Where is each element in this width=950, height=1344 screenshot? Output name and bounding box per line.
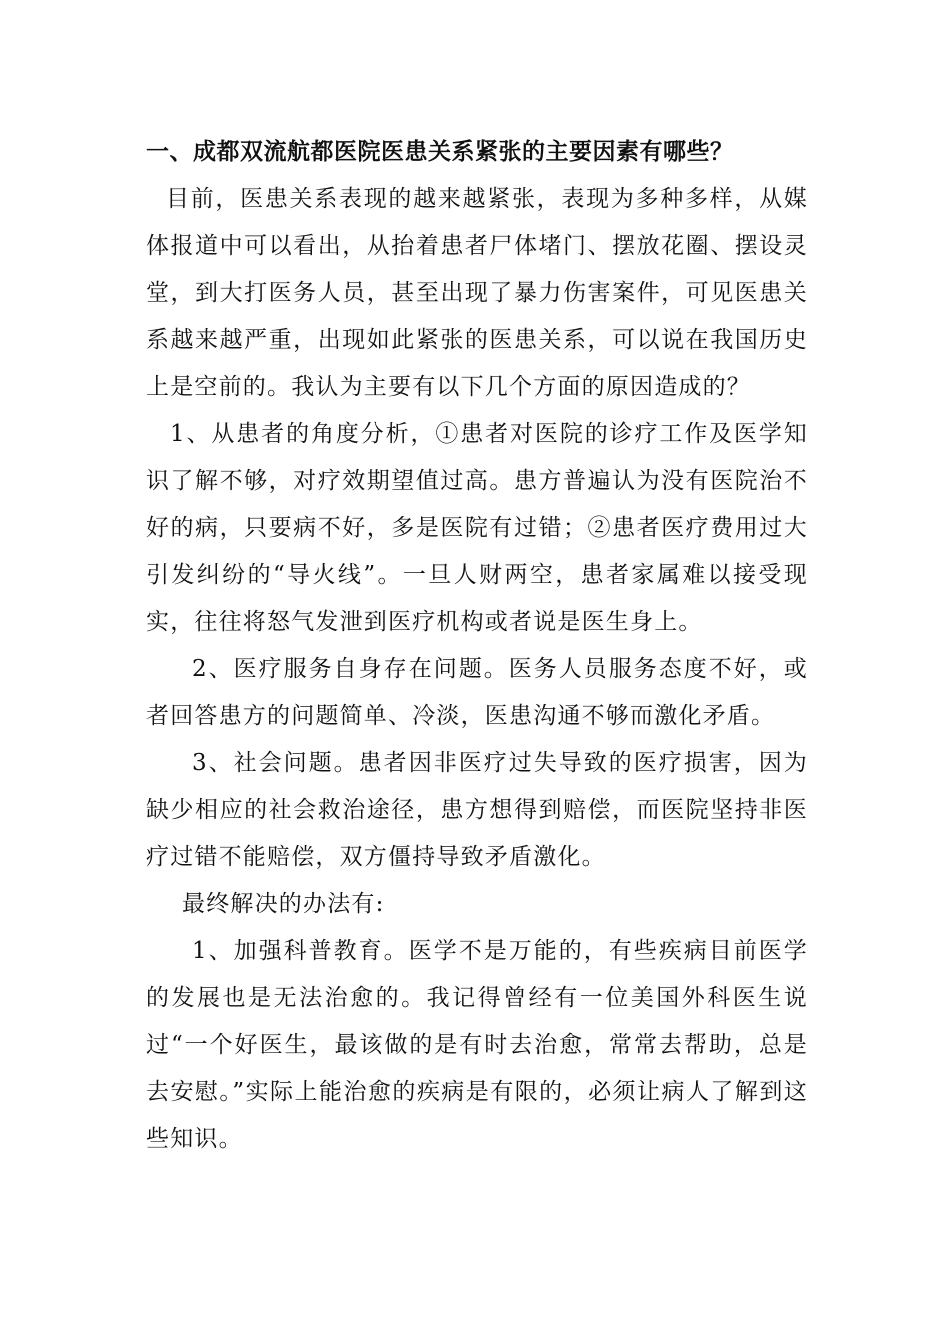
document-body [146, 128, 808, 1163]
cause-paragraph-1: 1、从患者的角度分析，①患者对医院的诊疗工作及医学知识了解不够，对疗效期望值过高。患方普遍认为没有医院治不好的病，只要病不好，多是医院有过错；②患者医疗费用过大引发纠纷的“导火线”。一旦人财两空，患者家属难以接受现实，往往将怒气发泄到医疗机构或者说是医生身上。 [146, 421, 808, 635]
section-heading: 一、成都双流航都医院医患关系紧张的主要因素有哪些？ [146, 139, 734, 165]
intro-paragraph: 目前，医患关系表现的越来越紧张，表现为多种多样，从媒体报道中可以看出，从抬着患者尸体堵门、摆放花圈、摆设灵堂，到大打医务人员，甚至出现了暴力伤害案件，可见医患关系越来越严重，出现如此紧张的医患关系，可以说在我国历史上是空前的。我认为主要有以下几个方面的原因造成的？ [146, 186, 808, 400]
solution-paragraph-1: 1、加强科普教育。医学不是万能的，有些疾病目前医学的发展也是无法治愈的。我记得曾经有一位美国外科医生说过“一个好医生，最该做的是有时去治愈，常常去帮助，总是去安慰。”实际上能治愈的疾病是有限的，必须让病人了解到这些知识。 [146, 938, 808, 1152]
cause-paragraph-3: 3、社会问题。患者因非医疗过失导致的医疗损害，因为缺少相应的社会救治途径，患方想得到赔偿，而医院坚持非医疗过错不能赔偿，双方僵持导致矛盾激化。 [146, 750, 808, 870]
cause-paragraph-2: 2、医疗服务自身存在问题。医务人员服务态度不好，或者回答患方的问题简单、冷淡，医患沟通不够而激化矛盾。 [146, 656, 808, 729]
solution-title: 最终解决的办法有: [182, 891, 385, 917]
